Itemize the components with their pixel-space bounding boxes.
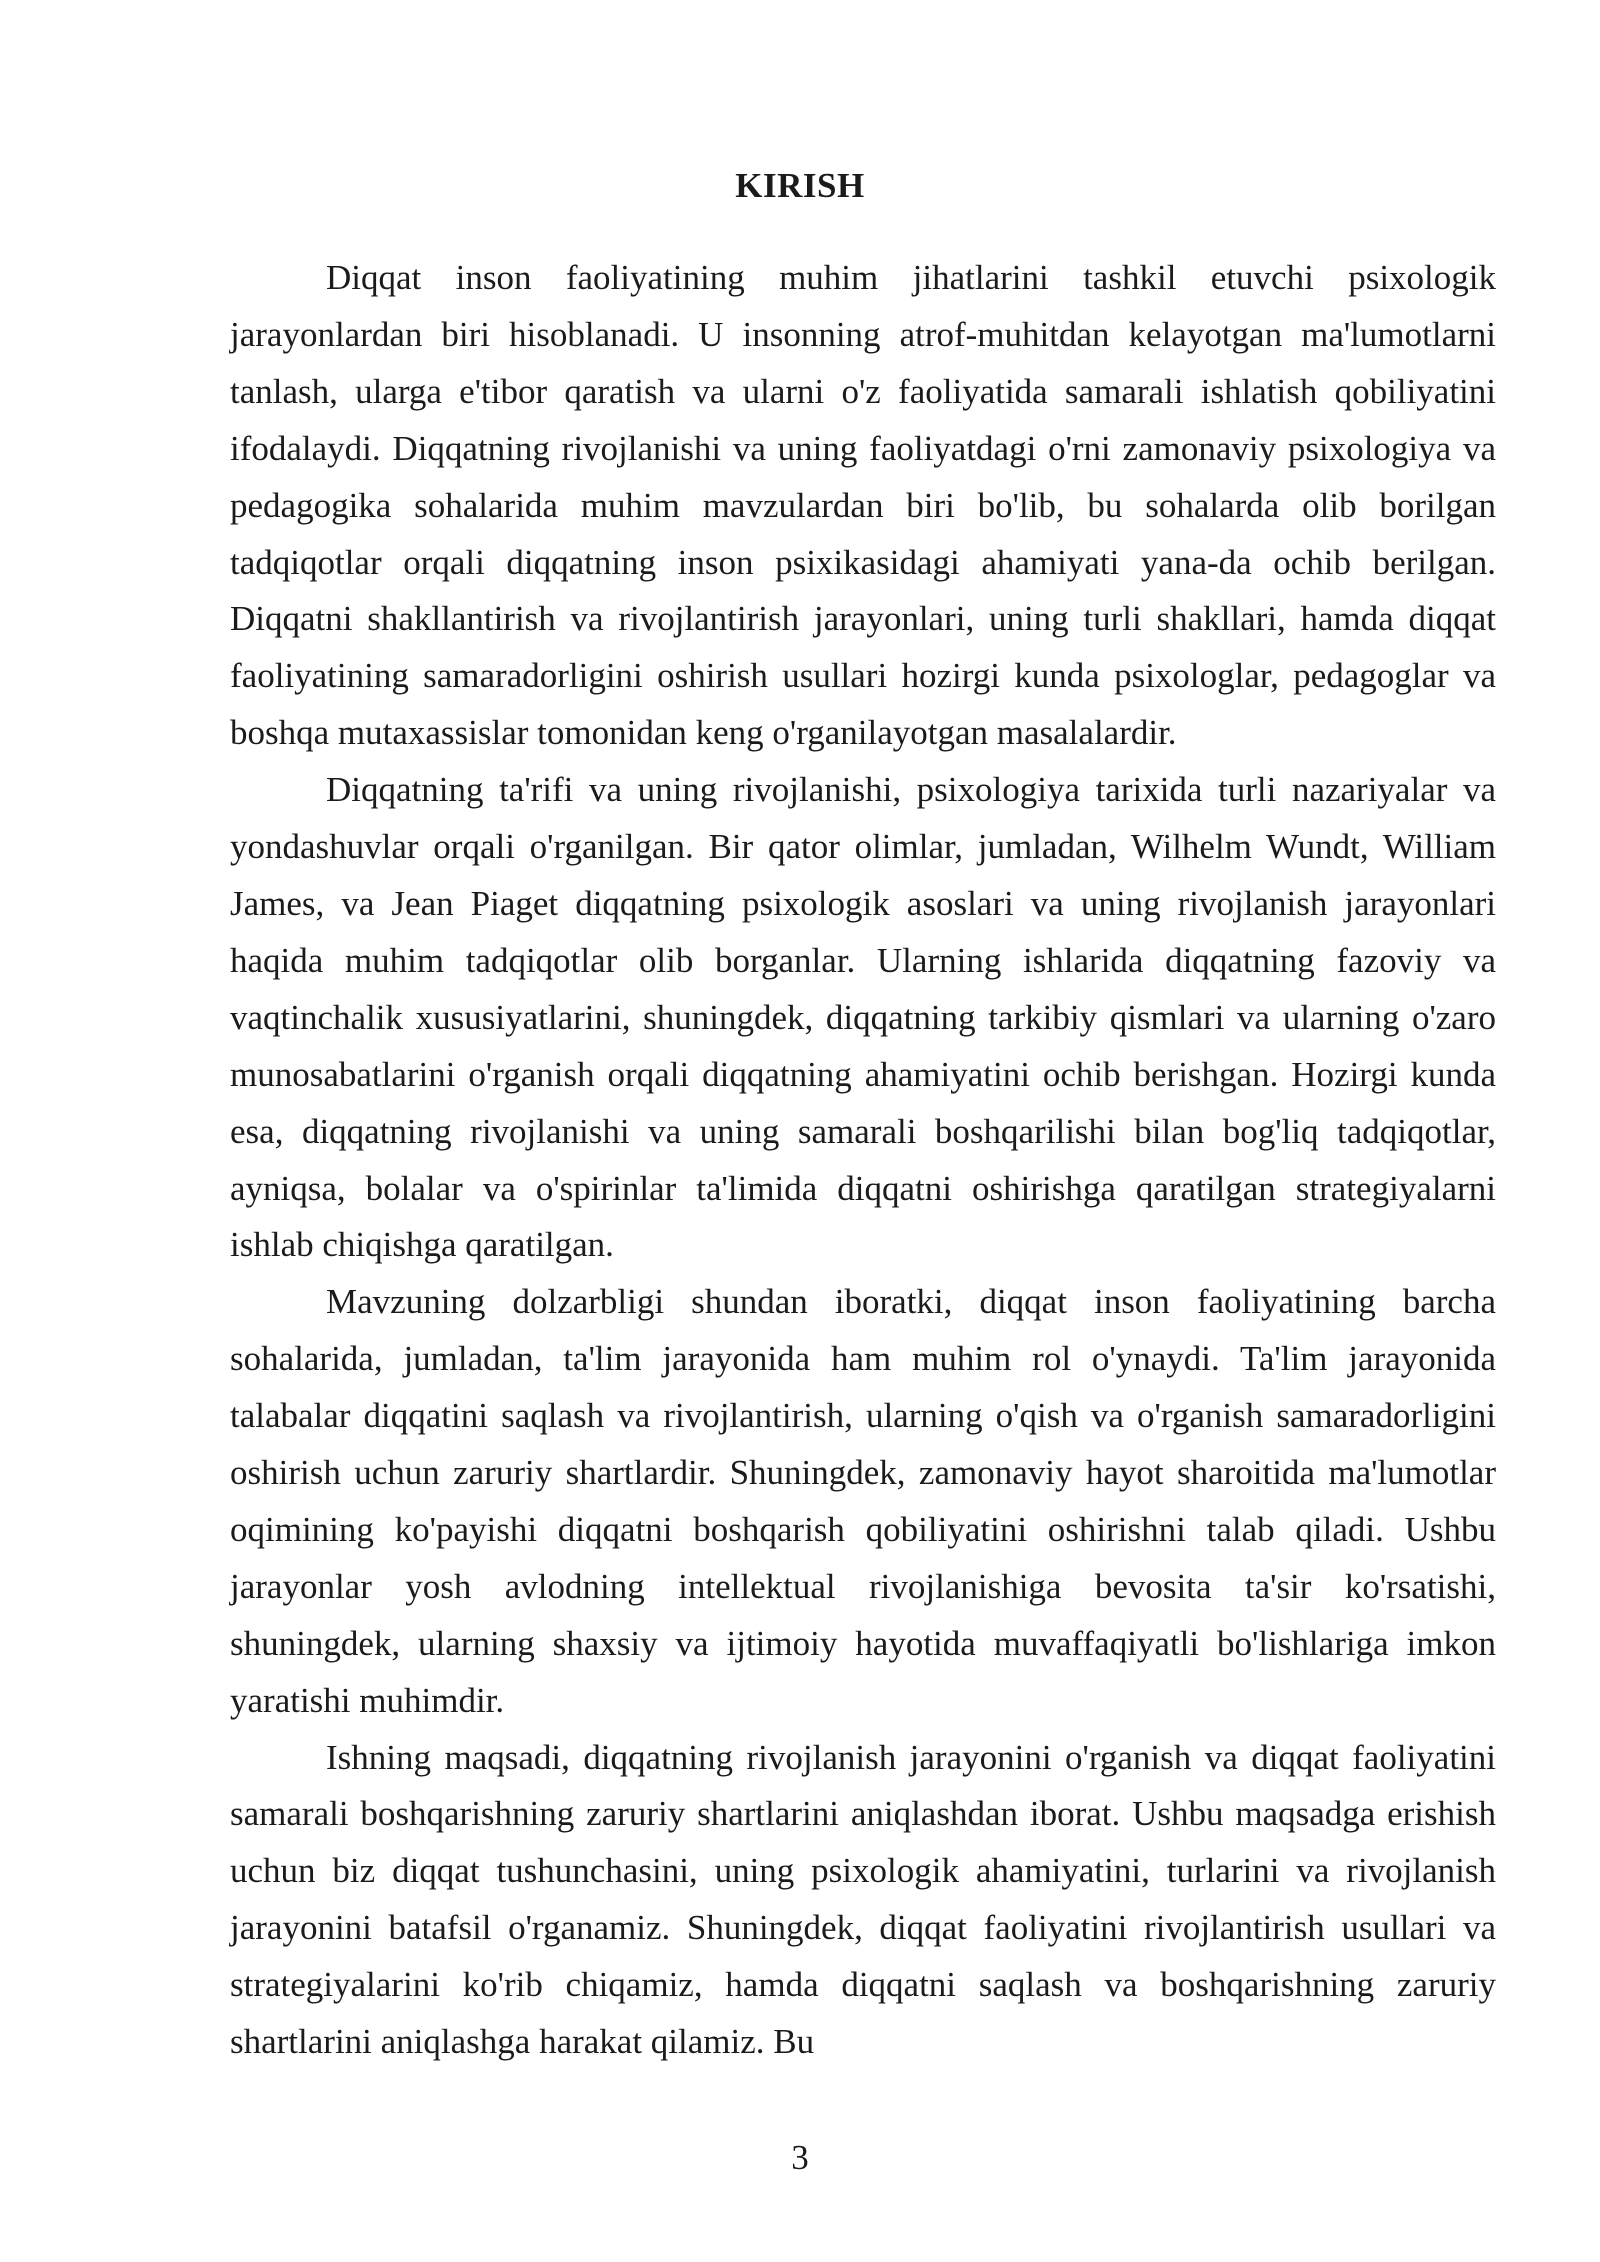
body-text (230, 250, 1496, 2071)
paragraph-1: Diqqat inson faoliyatining muhim jihatlarini tashkil etuvchi psixologik jarayonlardan biri hisoblanadi. U insonning atrof-muhitdan kelayotgan ma'lumotlarni tanlash, ularga e'tibor qaratish va ularni o'z faoliyatida samarali ishlatish qobiliyatini ifodalaydi. Diqqatning rivojlanishi va uning faoliyatdagi o'rni zamonaviy psixologiya va pedagogika sohalarida muhim mavzulardan biri bo'lib, bu sohalarda olib borilgan tadqiqotlar orqali diqqatning inson psixikasidagi ahamiyati yana-da ochib berilgan. Diqqatni shakllantirish va rivojlantirish jarayonlari, uning turli shakllari, hamda diqqat faoliyatining samaradorligini oshirish usullari hozirgi kunda psixologlar, pedagoglar va boshqa mutaxassislar tomonidan keng o'rganilayotgan masalalardir. (230, 258, 1496, 753)
paragraph-2: Diqqatning ta'rifi va uning rivojlanishi, psixologiya tarixida turli nazariyalar va yondashuvlar orqali o'rganilgan. Bir qator olimlar, jumladan, Wilhelm Wundt, William James, va Jean Piaget diqqatning psixologik asoslari va uning rivojlanish jarayonlari haqida muhim tadqiqotlar olib borganlar. Ularning ishlarida diqqatning fazoviy va vaqtinchalik xususiyatlarini, shuningdek, diqqatning tarkibiy qismlari va ularning o'zaro munosabatlarini o'rganish orqali diqqatning ahamiyatini ochib berishgan. Hozirgi kunda esa, diqqatning rivojlanishi va uning samarali boshqarilishi bilan bog'liq tadqiqotlar, ayniqsa, bolalar va o'spirinlar ta'limida diqqatni oshirishga qaratilgan strategiyalarni ishlab chiqishga qaratilgan. (230, 770, 1496, 1265)
paragraph-4: Ishning maqsadi, diqqatning rivojlanish jarayonini o'rganish va diqqat faoliyatini samarali boshqarishning zaruriy shartlarini aniqlashdan iborat. Ushbu maqsadga erishish uchun biz diqqat tushunchasini, uning psixologik ahamiyatini, turlarini va rivojlanish jarayonini batafsil o'rganamiz. Shuningdek, diqqat faoliyatini rivojlantirish usullari va strategiyalarini ko'rib chiqamiz, hamda diqqatni saqlash va boshqarishning zaruriy shartlarini aniqlashga harakat qilamiz. Bu (230, 1737, 1496, 2062)
paragraph-3: Mavzuning dolzarbligi shundan iboratki, diqqat inson faoliyatining barcha sohalarida, jumladan, ta'lim jarayonida ham muhim rol o'ynaydi. Ta'lim jarayonida talabalar diqqatini saqlash va rivojlantirish, ularning o'qish va o'rganish samaradorligini oshirish uchun zaruriy shartlardir. Shuningdek, zamonaviy hayot sharoitida ma'lumotlar oqimining ko'payishi diqqatni boshqarish qobiliyatini oshirishni talab qiladi. Ushbu jarayonlar yosh avlodning intellektual rivojlanishiga bevosita ta'sir ko'rsatishi, shuningdek, ularning shaxsiy va ijtimoiy hayotida muvaffaqiyatli bo'lishlariga imkon yaratishi muhimdir. (230, 1282, 1496, 1720)
section-heading: KIRISH (735, 166, 865, 205)
page-number: 3 (791, 2138, 809, 2177)
